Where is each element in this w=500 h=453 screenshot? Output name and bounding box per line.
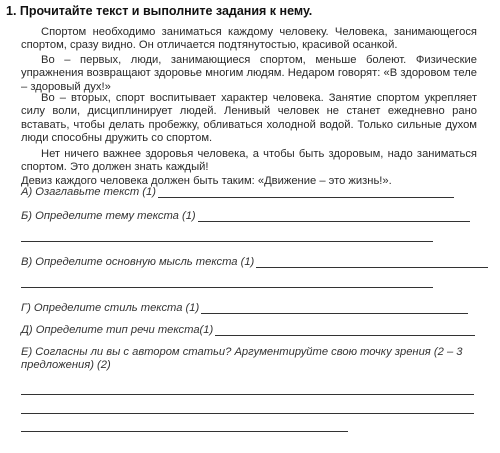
- text-paragraph-2: Во – первых, люди, занимающиеся спортом, меньше болеют. Физические упражнения возвращают здоровье многим людям. Недаром говорят: «В здоровом теле – здоровый дух!»: [21, 54, 477, 93]
- task-v-answer-line-2[interactable]: [21, 286, 433, 288]
- task-b: [21, 210, 470, 222]
- task-g-answer-line[interactable]: [201, 302, 468, 314]
- task-d-answer-line[interactable]: [215, 324, 475, 336]
- task-b-label: Б) Определите тему текста (1): [21, 210, 196, 222]
- text-paragraph-1: Спортом необходимо заниматься каждому человеку. Человека, занимающегося спортом, сразу видно. Он отличается подтянутостью, красивой осанкой.: [21, 26, 477, 52]
- task-g: [21, 302, 468, 314]
- task-b-answer-line-2[interactable]: [21, 240, 433, 242]
- task-e-label: Е) Согласны ли вы с автором статьи? Аргументируйте свою точку зрения (2 – 3 предложения) (2): [21, 346, 463, 372]
- tasks-section: [21, 0, 481, 453]
- task-v: [21, 256, 488, 268]
- task-e-answer-line-1[interactable]: [21, 393, 474, 395]
- task-a-label: А) Озаглавьте текст (1): [21, 186, 156, 198]
- task-d: [21, 324, 475, 336]
- task-e-answer-line-3[interactable]: [21, 430, 348, 432]
- text-paragraph-4: Нет ничего важнее здоровья человека, а чтобы быть здоровым, надо заниматься спортом. Это должен знать каждый!: [21, 148, 477, 174]
- task-e-answer-line-2[interactable]: [21, 412, 474, 414]
- text-paragraph-5: Девиз каждого человека должен быть таким: «Движение – это жизнь!».: [21, 175, 392, 187]
- text-paragraph-3: Во – вторых, спорт воспитывает характер человека. Занятие спортом укрепляет силу воли, дисциплинирует людей. Ленивый человек не станет ежедневно рано вставать, чтобы делать пробежку, обливаться холодной водой. Только сильные духом люди способны дружить со спортом.: [21, 92, 477, 145]
- task-a-answer-line[interactable]: [158, 186, 454, 198]
- task-d-label: Д) Определите тип речи текста(1): [21, 324, 214, 336]
- task-v-label: В) Определите основную мысль текста (1): [21, 256, 255, 268]
- task-g-label: Г) Определите стиль текста (1): [21, 302, 200, 314]
- task-v-answer-line[interactable]: [256, 256, 488, 268]
- task-b-answer-line[interactable]: [198, 210, 470, 222]
- task-a: [21, 186, 454, 198]
- page-title: 1. Прочитайте текст и выполните задания к нему.: [6, 4, 313, 18]
